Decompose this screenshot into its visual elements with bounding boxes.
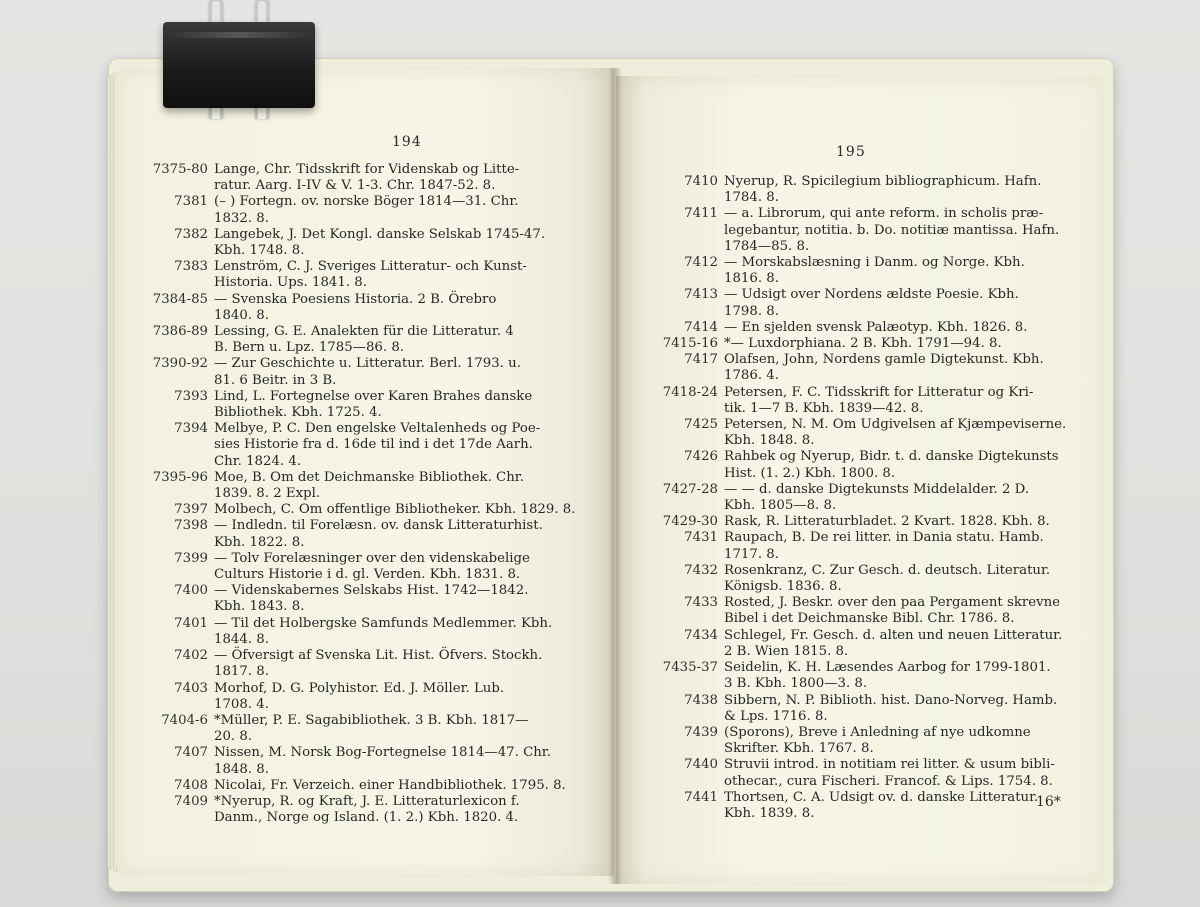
catalog-entry	[152, 648, 600, 680]
entry-number: 7426	[684, 449, 718, 465]
catalog-entry	[656, 385, 1092, 417]
entry-number: 7435-37	[662, 660, 718, 676]
entry-line: *— Luxdorphiana. 2 B. Kbh. 1791—94. 8.	[724, 336, 1002, 352]
catalog-entry	[656, 595, 1092, 627]
catalog-entry	[656, 790, 1092, 822]
entry-line: 2 B. Wien 1815. 8.	[724, 643, 849, 659]
entry-text	[208, 421, 600, 470]
entry-text	[208, 794, 600, 826]
entry-line: 1832. 8.	[214, 210, 269, 226]
entry-number: 7432	[684, 562, 718, 578]
catalog-entry	[152, 681, 600, 713]
entry-line: 1708. 4.	[214, 696, 269, 712]
catalog-entry	[152, 583, 600, 615]
entry-line: — a. Librorum, qui ante reform. in scholis præ-	[724, 206, 1044, 222]
catalog-entry	[152, 324, 600, 356]
entry-line: Kbh. 1843. 8.	[214, 599, 305, 615]
entry-line: Historia. Ups. 1841. 8.	[214, 275, 367, 291]
entry-line: Lange, Chr. Tidsskrift for Videnskab og Litte-	[214, 162, 520, 177]
entry-line: Olafsen, John, Nordens gamle Digtekunst. Kbh.	[724, 352, 1044, 368]
catalog-entry	[656, 482, 1092, 514]
entry-number: 7404-6	[161, 712, 208, 728]
entry-text	[208, 194, 600, 226]
entry-line: — Svenska Poesiens Historia. 2 B. Örebro	[214, 291, 497, 307]
entry-number: 7400	[174, 583, 208, 599]
entry-text	[718, 417, 1092, 449]
entry-text	[718, 336, 1092, 352]
catalog-entry	[656, 417, 1092, 449]
entry-line: & Lps. 1716. 8.	[724, 708, 828, 724]
entry-line: Bibliothek. Kbh. 1725. 4.	[214, 405, 382, 421]
entry-number: 7409	[174, 793, 208, 809]
catalog-entry	[152, 518, 600, 550]
entry-line: Langebek, J. Det Kongl. danske Selskab 1745-47.	[214, 226, 546, 242]
entry-number: 7433	[684, 595, 718, 611]
entry-line: Thortsen, C. A. Udsigt ov. d. danske Litteratur.	[724, 789, 1039, 805]
entry-line: — Udsigt over Nordens ældste Poesie. Kbh.	[724, 287, 1019, 303]
catalog-entry	[152, 551, 600, 583]
entry-line: Rahbek og Nyerup, Bidr. t. d. danske Digtekunsts	[724, 449, 1059, 465]
entry-text	[718, 255, 1092, 287]
entry-text	[718, 287, 1092, 319]
entry-line: tik. 1—7 B. Kbh. 1839—42. 8.	[724, 400, 924, 416]
entry-line: Morhof, D. G. Polyhistor. Ed. J. Möller. Lub.	[214, 680, 505, 696]
catalog-entry	[656, 757, 1092, 789]
entry-line: Nissen, M. Norsk Bog-Fortegnelse 1814—47. Chr.	[214, 745, 551, 761]
entry-line: *Müller, P. E. Sagabibliothek. 3 B. Kbh. 1817—	[214, 712, 529, 728]
entry-number: 7410	[684, 174, 718, 189]
catalog-entry	[656, 693, 1092, 725]
entry-number: 7386-89	[152, 324, 208, 340]
catalog-entry	[152, 162, 600, 194]
entry-text	[208, 681, 600, 713]
entry-line: othecar., cura Fischeri. Francof. & Lips. 1754. 8.	[724, 773, 1053, 789]
catalog-entry	[656, 352, 1092, 384]
entry-text	[718, 693, 1092, 725]
catalog-entry	[656, 320, 1092, 336]
entry-number: 7441	[684, 789, 718, 805]
entry-line: 81. 6 Beitr. in 3 B.	[214, 372, 337, 388]
entry-text	[208, 356, 600, 388]
entry-text	[718, 628, 1092, 660]
entry-line: Kbh. 1839. 8.	[724, 805, 815, 821]
entry-line: — Zur Geschichte u. Litteratur. Berl. 1793. u.	[214, 356, 521, 372]
catalog-entry	[656, 206, 1092, 255]
entry-list-right	[656, 174, 1092, 822]
entry-number: 7383	[174, 259, 208, 275]
left-page	[116, 68, 614, 876]
catalog-entry	[656, 660, 1092, 692]
entry-line: B. Bern u. Lpz. 1785—86. 8.	[214, 340, 405, 356]
entry-line: Schlegel, Fr. Gesch. d. alten und neuen Litteratur.	[724, 627, 1063, 643]
entry-text	[718, 660, 1092, 692]
entry-line: 1786. 4.	[724, 368, 779, 384]
entry-text	[718, 482, 1092, 514]
entry-text	[718, 206, 1092, 255]
entry-line: 1840. 8.	[214, 307, 269, 323]
entry-text	[718, 352, 1092, 384]
catalog-entry	[152, 794, 600, 826]
entry-line: — Indledn. til Forelæsn. ov. dansk Litteraturhist.	[214, 518, 543, 534]
entry-number: 7384-85	[152, 291, 208, 307]
catalog-entry	[656, 725, 1092, 757]
catalog-entry	[152, 616, 600, 648]
entry-line: Moe, B. Om det Deichmanske Bibliothek. Chr.	[214, 469, 524, 485]
catalog-entry	[152, 389, 600, 421]
entry-line: Skrifter. Kbh. 1767. 8.	[724, 741, 874, 757]
entry-line: Raupach, B. De rei litter. in Dania statu. Hamb.	[724, 530, 1044, 546]
entry-line: Rask, R. Litteraturbladet. 2 Kvart. 1828. Kbh. 8.	[724, 514, 1050, 530]
entry-line: — Videnskabernes Selskabs Hist. 1742—1842.	[214, 583, 529, 599]
entry-text	[718, 514, 1092, 530]
catalog-entry	[152, 356, 600, 388]
entry-line: 1839. 8. 2 Expl.	[214, 486, 321, 502]
entry-text	[718, 725, 1092, 757]
entry-line: Chr. 1824. 4.	[214, 453, 302, 469]
entry-line: (– ) Fortegn. ov. norske Böger 1814—31. Chr.	[214, 194, 519, 210]
catalog-entry	[656, 255, 1092, 287]
entry-text	[208, 518, 600, 550]
entry-line: Lind, L. Fortegnelse over Karen Brahes danske	[214, 388, 533, 404]
entry-number: 7407	[174, 745, 208, 761]
entry-line: Rosted, J. Beskr. over den paa Pergament skrevne	[724, 595, 1061, 611]
book-block	[108, 58, 1114, 892]
entry-line: Kbh. 1848. 8.	[724, 433, 815, 449]
entry-number: 7411	[684, 206, 718, 222]
binder-clip	[163, 18, 315, 110]
entry-line: Lessing, G. E. Analekten für die Litteratur. 4	[214, 324, 514, 340]
entry-text	[208, 389, 600, 421]
entry-line: 3 B. Kbh. 1800—3. 8.	[724, 676, 868, 692]
entry-line: Seidelin, K. H. Læsendes Aarbog for 1799-1801.	[724, 660, 1051, 676]
entry-line: 20. 8.	[214, 729, 253, 745]
entry-number: 7414	[684, 319, 718, 335]
entry-number: 7438	[684, 692, 718, 708]
catalog-entry	[656, 628, 1092, 660]
entry-text	[208, 162, 600, 194]
entry-line: Kbh. 1805—8. 8.	[724, 498, 837, 514]
entry-text	[718, 449, 1092, 481]
entry-line: Königsb. 1836. 8.	[724, 579, 842, 595]
entry-line: Petersen, N. M. Om Udgivelsen af Kjæmpeviserne.	[724, 417, 1067, 433]
entry-number: 7397	[174, 502, 208, 518]
entry-text	[208, 745, 600, 777]
entry-line: Rosenkranz, C. Zur Gesch. d. deutsch. Literatur.	[724, 562, 1051, 578]
entry-line: 1784—85. 8.	[724, 238, 810, 254]
entry-line: — Öfversigt af Svenska Lit. Hist. Öfvers. Stockh.	[214, 648, 543, 664]
catalog-entry	[656, 287, 1092, 319]
entry-text	[718, 563, 1092, 595]
entry-line: Melbye, P. C. Den engelske Veltalenheds og Poe-	[214, 421, 541, 437]
entry-number: 7395-96	[152, 469, 208, 485]
entry-number: 7398	[174, 518, 208, 534]
entry-number: 7415-16	[662, 336, 718, 352]
entry-number: 7431	[684, 530, 718, 546]
entry-line: 1816. 8.	[724, 271, 779, 287]
entry-number: 7394	[174, 421, 208, 437]
entry-number: 7439	[684, 724, 718, 740]
entry-line: 1717. 8.	[724, 546, 779, 562]
catalog-entry	[152, 778, 600, 794]
entry-number: 7408	[174, 777, 208, 793]
entry-number: 7390-92	[152, 356, 208, 372]
catalog-entry	[152, 194, 600, 226]
entry-text	[208, 583, 600, 615]
entry-number: 7399	[174, 550, 208, 566]
catalog-entry	[656, 530, 1092, 562]
entry-line: *Nyerup, R. og Kraft, J. E. Litteraturlexicon f.	[214, 793, 520, 809]
catalog-entry	[656, 449, 1092, 481]
catalog-entry	[656, 563, 1092, 595]
entry-text	[208, 227, 600, 259]
catalog-entry	[152, 227, 600, 259]
catalog-entry	[656, 336, 1092, 352]
entry-number: 7381	[174, 194, 208, 210]
entry-line: Culturs Historie i d. gl. Verden. Kbh. 1831. 8.	[214, 567, 521, 583]
catalog-entry	[152, 745, 600, 777]
entry-number: 7434	[684, 627, 718, 643]
right-page	[616, 76, 1104, 884]
entry-line: 1848. 8.	[214, 761, 269, 777]
catalog-entry	[152, 421, 600, 470]
entry-number: 7440	[684, 757, 718, 773]
signature-mark: 16*	[1036, 794, 1061, 810]
entry-line: Lenström, C. J. Sveriges Litteratur- och Kunst-	[214, 259, 527, 275]
entry-list-left	[152, 162, 600, 826]
catalog-entry	[152, 292, 600, 324]
entry-number: 7382	[174, 226, 208, 242]
entry-text	[208, 551, 600, 583]
entry-text	[208, 648, 600, 680]
entry-number: 7418-24	[662, 384, 718, 400]
entry-text	[208, 778, 600, 794]
entry-text	[208, 259, 600, 291]
gutter	[608, 68, 622, 884]
entry-line: 1844. 8.	[214, 631, 269, 647]
catalog-entry	[152, 713, 600, 745]
entry-line: sies Historie fra d. 16de til ind i det 17de Aarh.	[214, 437, 533, 453]
clip-body	[163, 22, 315, 108]
entry-number: 7429-30	[662, 514, 718, 530]
entry-line: (Sporons), Breve i Anledning af nye udkomne	[724, 724, 1031, 740]
entry-text	[718, 385, 1092, 417]
entry-line: Bibel i det Deichmanske Bibl. Chr. 1786. 8.	[724, 611, 1015, 627]
entry-line: Kbh. 1822. 8.	[214, 534, 305, 550]
entry-number: 7393	[174, 388, 208, 404]
page-number-left: 194	[392, 134, 422, 150]
entry-line: legebantur, notitia. b. Do. notitiæ mantissa. Hafn.	[724, 222, 1060, 238]
entry-line: Molbech, C. Om offentlige Bibliotheker. Kbh. 1829. 8.	[214, 502, 576, 518]
entry-line: Nicolai, Fr. Verzeich. einer Handbibliothek. 1795. 8.	[214, 777, 566, 793]
catalog-entry	[656, 174, 1092, 206]
entry-line: Petersen, F. C. Tidsskrift for Litteratur og Kri-	[724, 384, 1034, 400]
catalog-entry	[152, 259, 600, 291]
entry-text	[718, 320, 1092, 336]
entry-line: Hist. (1. 2.) Kbh. 1800. 8.	[724, 465, 896, 481]
entry-line: — Til det Holbergske Samfunds Medlemmer. Kbh.	[214, 615, 553, 631]
open-book	[108, 52, 1114, 892]
entry-number: 7401	[174, 615, 208, 631]
catalog-entry	[152, 502, 600, 518]
entry-number: 7402	[174, 648, 208, 664]
entry-number: 7403	[174, 680, 208, 696]
entry-text	[718, 530, 1092, 562]
entry-text	[208, 616, 600, 648]
entry-number: 7412	[684, 255, 718, 271]
entry-line: — — d. danske Digtekunsts Middelalder. 2 D.	[724, 481, 1030, 497]
entry-line: Danm., Norge og Island. (1. 2.) Kbh. 1820. 4.	[214, 810, 519, 826]
entry-line: ratur. Aarg. I-IV & V. 1-3. Chr. 1847-52. 8.	[214, 178, 496, 194]
entry-line: 1798. 8.	[724, 303, 779, 319]
entry-line: — Morskabslæsning i Danm. og Norge. Kbh.	[724, 255, 1025, 271]
page-number-right: 195	[836, 144, 866, 160]
entry-text	[208, 292, 600, 324]
entry-text	[208, 502, 600, 518]
entry-text	[718, 174, 1092, 206]
entry-line: 1784. 8.	[724, 190, 779, 206]
entry-line: Sibbern, N. P. Biblioth. hist. Dano-Norveg. Hamb.	[724, 692, 1058, 708]
entry-number: 7375-80	[152, 162, 208, 177]
entry-line: Nyerup, R. Spicilegium bibliographicum. Hafn.	[724, 174, 1042, 189]
entry-line: Struvii introd. in notitiam rei litter. & usum bibli-	[724, 757, 1055, 773]
entry-number: 7417	[684, 352, 718, 368]
entry-text	[208, 324, 600, 356]
entry-number: 7425	[684, 417, 718, 433]
entry-text	[208, 713, 600, 745]
catalog-entry	[152, 470, 600, 502]
entry-text	[208, 470, 600, 502]
entry-line: — Tolv Forelæsninger over den videnskabelige	[214, 550, 530, 566]
catalog-entry	[656, 514, 1092, 530]
entry-text	[718, 595, 1092, 627]
entry-text	[718, 757, 1092, 789]
entry-line: Kbh. 1748. 8.	[214, 243, 305, 259]
entry-number: 7427-28	[662, 481, 718, 497]
entry-number: 7413	[684, 287, 718, 303]
entry-line: — En sjelden svensk Palæotyp. Kbh. 1826. 8.	[724, 319, 1028, 335]
entry-line: 1817. 8.	[214, 664, 269, 680]
